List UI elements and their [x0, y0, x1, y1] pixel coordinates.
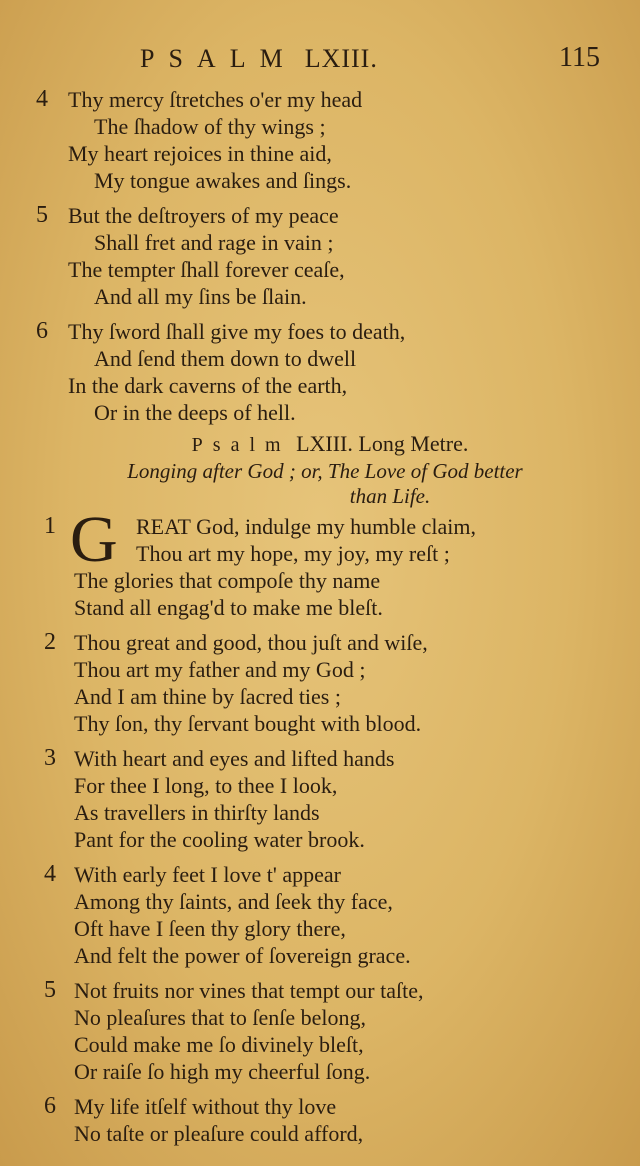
page-header: [0, 40, 640, 80]
verse-line: For thee I long, to thee I look,: [74, 773, 338, 798]
verse-number: 2: [44, 629, 56, 655]
verse-line: And all my ſins be ſlain.: [94, 284, 307, 309]
verse-line: REAT God, indulge my humble claim,: [136, 514, 476, 539]
stanza-6: [0, 1093, 640, 1147]
section-subtitle: Longing after God ; or, The Love of God better: [127, 459, 523, 483]
verse-number: 6: [44, 1093, 56, 1119]
verse-line: Thou art my father and my God ;: [74, 657, 366, 682]
verse-line: Stand all engag'd to make me bleſt.: [74, 595, 383, 620]
verse-number: 4: [36, 86, 48, 112]
verse-line: And I am thine by ſacred ties ;: [74, 684, 341, 709]
verse-number: 5: [36, 202, 48, 228]
verse-line: With early feet I love t' appear: [74, 862, 341, 887]
verse-line: Oft have I ſeen thy glory there,: [74, 916, 346, 941]
verse-number: 1: [44, 513, 56, 539]
stanza-4: [0, 86, 640, 194]
stanza-6: [0, 318, 640, 426]
verse-line: Thy ſon, thy ſervant bought with blood.: [74, 711, 422, 736]
drop-cap: G: [70, 503, 118, 576]
verse-line: My life itſelf without thy love: [74, 1094, 337, 1119]
section-title: [0, 430, 640, 459]
stanza-5: [0, 977, 640, 1085]
running-head-title: PSALM: [140, 44, 297, 73]
verse-line: As travellers in thirſty lands: [74, 800, 320, 825]
verse-line: Thou great and good, thou juſt and wiſe,: [74, 630, 428, 655]
verse-line: Or in the deeps of hell.: [94, 400, 296, 425]
section-psalm-label: Psalm: [191, 434, 291, 456]
running-head-psalm-number: LXIII.: [304, 44, 378, 73]
page-number: 115: [559, 42, 600, 73]
verse-line: My tongue awakes and ſings.: [94, 168, 352, 193]
verse-line: Shall fret and rage in vain ;: [94, 230, 334, 255]
verse-line: The glories that compoſe thy name: [74, 568, 381, 593]
running-head: [140, 44, 378, 74]
verse-line: Pant for the cooling water brook.: [74, 827, 365, 852]
verse-number: 4: [44, 861, 56, 887]
verse-line: Thou art my hope, my joy, my reſt ;: [136, 541, 450, 566]
verse-number: 3: [44, 745, 56, 771]
verse-line: Thy ſword ſhall give my foes to death,: [68, 319, 406, 344]
section-subtitle-continued: than Life.: [349, 484, 431, 508]
stanza-5: [0, 202, 640, 310]
verse-line: And ſend them down to dwell: [94, 346, 357, 371]
verse-line: My heart rejoices in thine aid,: [68, 141, 332, 166]
psalm-part-2: [0, 503, 640, 1147]
section-metre: Long Metre.: [358, 431, 469, 456]
verse-line: Or raiſe ſo high my cheerful ſong.: [74, 1059, 371, 1084]
verse-line: No taſte or pleaſure could afford,: [74, 1121, 364, 1146]
verse-line: Not fruits nor vines that tempt our taſte,: [74, 978, 424, 1003]
verse-line: No pleaſures that to ſenſe belong,: [74, 1005, 367, 1030]
verse-line: The tempter ſhall forever ceaſe,: [68, 257, 345, 282]
stanza-3: [0, 745, 640, 853]
verse-line: And felt the power of ſovereign grace.: [74, 943, 411, 968]
stanza-2: [0, 629, 640, 737]
section-psalm-number: LXIII.: [296, 431, 353, 456]
verse-line: Among thy ſaints, and ſeek thy face,: [74, 889, 393, 914]
verse-line: But the deſtroyers of my peace: [68, 203, 339, 228]
verse-line: Could make me ſo divinely bleſt,: [74, 1032, 364, 1057]
page-content: [0, 86, 640, 1147]
verse-number: 5: [44, 977, 56, 1003]
verse-line: With heart and eyes and lifted hands: [74, 746, 395, 771]
stanza-1: [0, 503, 640, 621]
verse-line: Thy mercy ſtretches o'er my head: [68, 87, 363, 112]
verse-line: In the dark caverns of the earth,: [68, 373, 348, 398]
verse-line: The ſhadow of thy wings ;: [94, 114, 326, 139]
verse-number: 6: [36, 318, 48, 344]
stanza-4: [0, 861, 640, 969]
